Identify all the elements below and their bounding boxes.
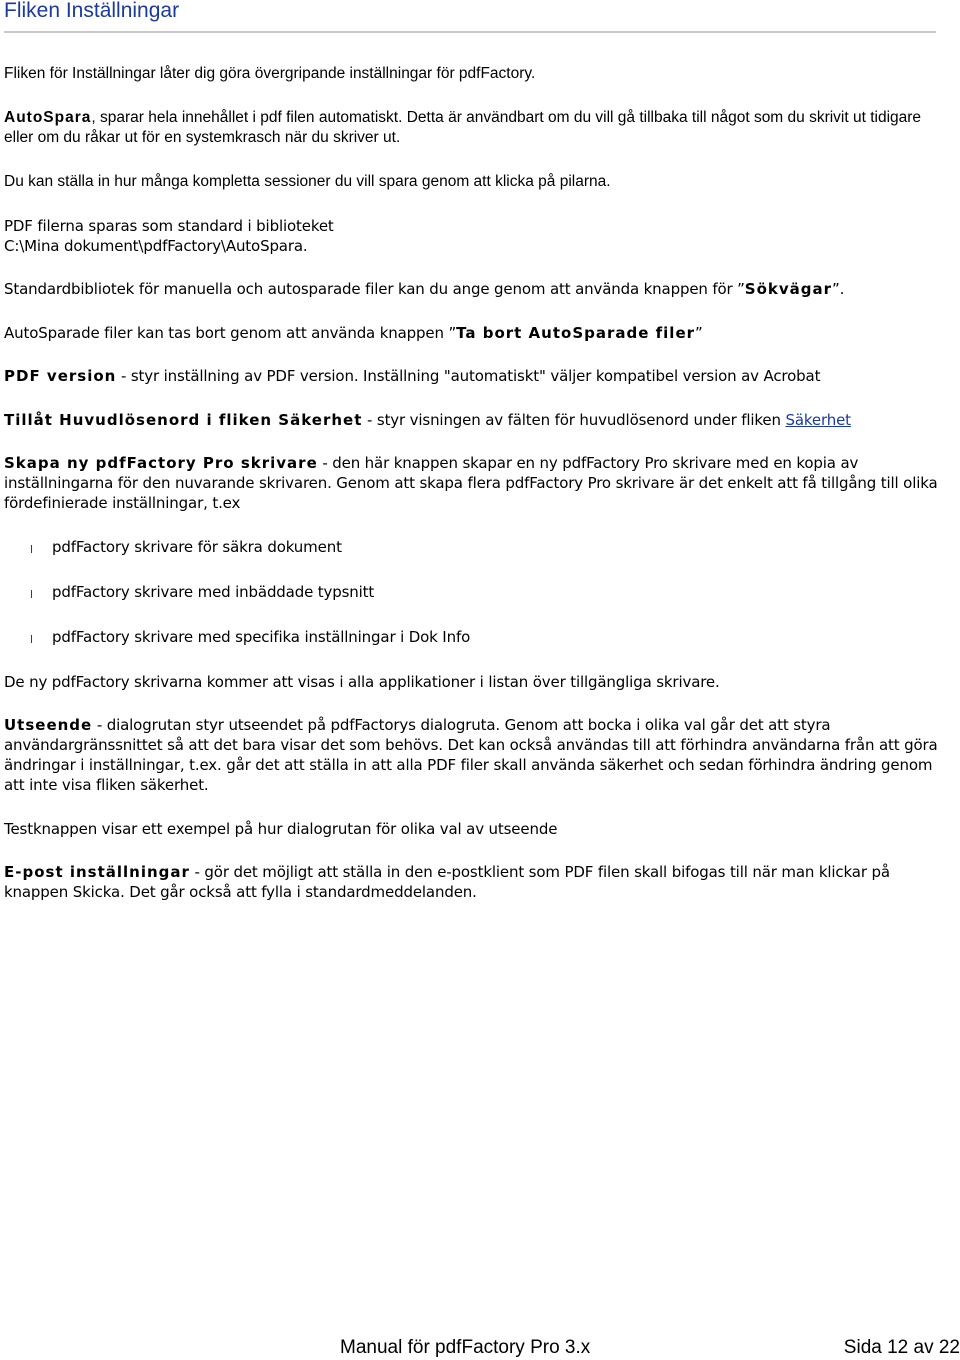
utseende-text: - dialogrutan styr utseendet på pdfFactorys dialogruta. Genom att bocka i olika val går det att styra användargränssnittet så att det bara visar det som behövs. Det kan också användas till att förhindra användarna från att göra ändringar i inställningar, t.ex. går det att ställa in att alla PDF filer skall använda säkerhet och sedan förhindra ändring genom att inte visa fliken säkerhet. (4, 716, 938, 794)
test-text: Testknappen visar ett exempel på hur dialogrutan för olika val av utseende (4, 819, 558, 838)
bullet-icon: l (30, 587, 33, 601)
pdf-path-text: PDF filerna sparas som standard i biblioteket (4, 216, 334, 235)
autospara-text: , sparar hela innehållet i pdf filen automatiskt. Detta är användbart om du vill gå tillbaka till något som du skrivit ut tidigare eller om du råkar ut för en systemkrasch när du skriver ut. (4, 108, 922, 146)
list-item (4, 627, 944, 647)
standard-lib-suffix: ”. (832, 280, 845, 298)
intro-paragraph (4, 63, 944, 84)
new-printers-text: De ny pdfFactory skrivarna kommer att visas i alla applikationer i listan över tillgängliga skrivare. (4, 672, 720, 691)
pdf-version-label: PDF version (4, 367, 117, 385)
footer-page-number: Sida 12 av 22 (843, 1337, 960, 1358)
new-printers-paragraph (4, 672, 944, 692)
list-item (4, 537, 944, 557)
autosparade-text: AutoSparade filer kan tas bort genom att använda knappen ” (4, 323, 457, 342)
epost-label: E-post inställningar (4, 863, 190, 881)
autospara-label: AutoSpara (4, 108, 92, 126)
title-divider (4, 31, 936, 33)
test-paragraph (4, 819, 944, 839)
skapa-label: Skapa ny pdfFactory Pro skrivare (4, 454, 318, 472)
pdf-path-paragraph (4, 216, 944, 256)
skapa-paragraph (4, 453, 944, 513)
sessions-text: Du kan ställa in hur många kompletta sessioner du vill spara genom att klicka på pilarna. (4, 173, 611, 190)
bullet-icon: l (30, 542, 33, 556)
standard-lib-text: Standardbibliotek för manuella och autosparade filer kan du ange genom att använda knappen för ” (4, 280, 745, 298)
sokvagar-button-ref: Sökvägar (744, 280, 833, 298)
list-item-text: pdfFactory skrivare med specifika inställningar i Dok Info (52, 627, 471, 646)
epost-text: - gör det möjligt att ställa in den e-postklient som PDF filen skall bifogas till när man klickar på knappen Skicka. Det går också att fylla i standardmeddelanden. (4, 863, 890, 901)
autosparade-suffix: ” (695, 323, 703, 342)
sakerhet-link[interactable]: Säkerhet (785, 410, 851, 429)
document-body (4, 63, 944, 926)
standard-lib-paragraph (4, 279, 944, 299)
list-item-text: pdfFactory skrivare för säkra dokument (52, 537, 342, 556)
bullet-icon: l (30, 632, 33, 646)
page-title: Fliken Inställningar (4, 0, 180, 22)
epost-paragraph (4, 862, 944, 902)
printer-list (4, 537, 944, 647)
tillat-label: Tillåt Huvudlösenord i fliken Säkerhet (4, 410, 363, 429)
list-item (4, 582, 944, 602)
pdf-version-text: - styr inställning av PDF version. Inställning "automatiskt" väljer kompatibel version av Acrobat (116, 367, 821, 385)
pdf-path-value: C:\Mina dokument\pdfFactory\AutoSpara. (4, 236, 308, 255)
autospara-paragraph (4, 108, 944, 148)
list-item-text: pdfFactory skrivare med inbäddade typsnitt (52, 582, 375, 601)
pdf-version-paragraph (4, 366, 944, 386)
ta-bort-button-ref: Ta bort AutoSparade filer (456, 323, 696, 342)
utseende-label: Utseende (4, 716, 93, 734)
autosparade-paragraph (4, 323, 944, 343)
intro-text: Fliken för Inställningar låter dig göra övergripande inställningar för pdfFactory. (4, 65, 536, 82)
tillat-paragraph (4, 410, 944, 430)
utseende-paragraph (4, 715, 944, 795)
sessions-paragraph (4, 171, 944, 192)
skapa-text: - den här knappen skapar en ny pdfFactory Pro skrivare med en kopia av inställningarna för den nuvarande skrivaren. Genom att skapa flera pdfFactory Pro skrivare är det enkelt att få tillgång till olika fördefinierade inställningar, t.ex (4, 454, 938, 512)
tillat-text: - styr visningen av fälten för huvudlösenord under fliken (362, 410, 786, 429)
footer-manual-title: Manual för pdfFactory Pro 3.x (340, 1337, 591, 1358)
